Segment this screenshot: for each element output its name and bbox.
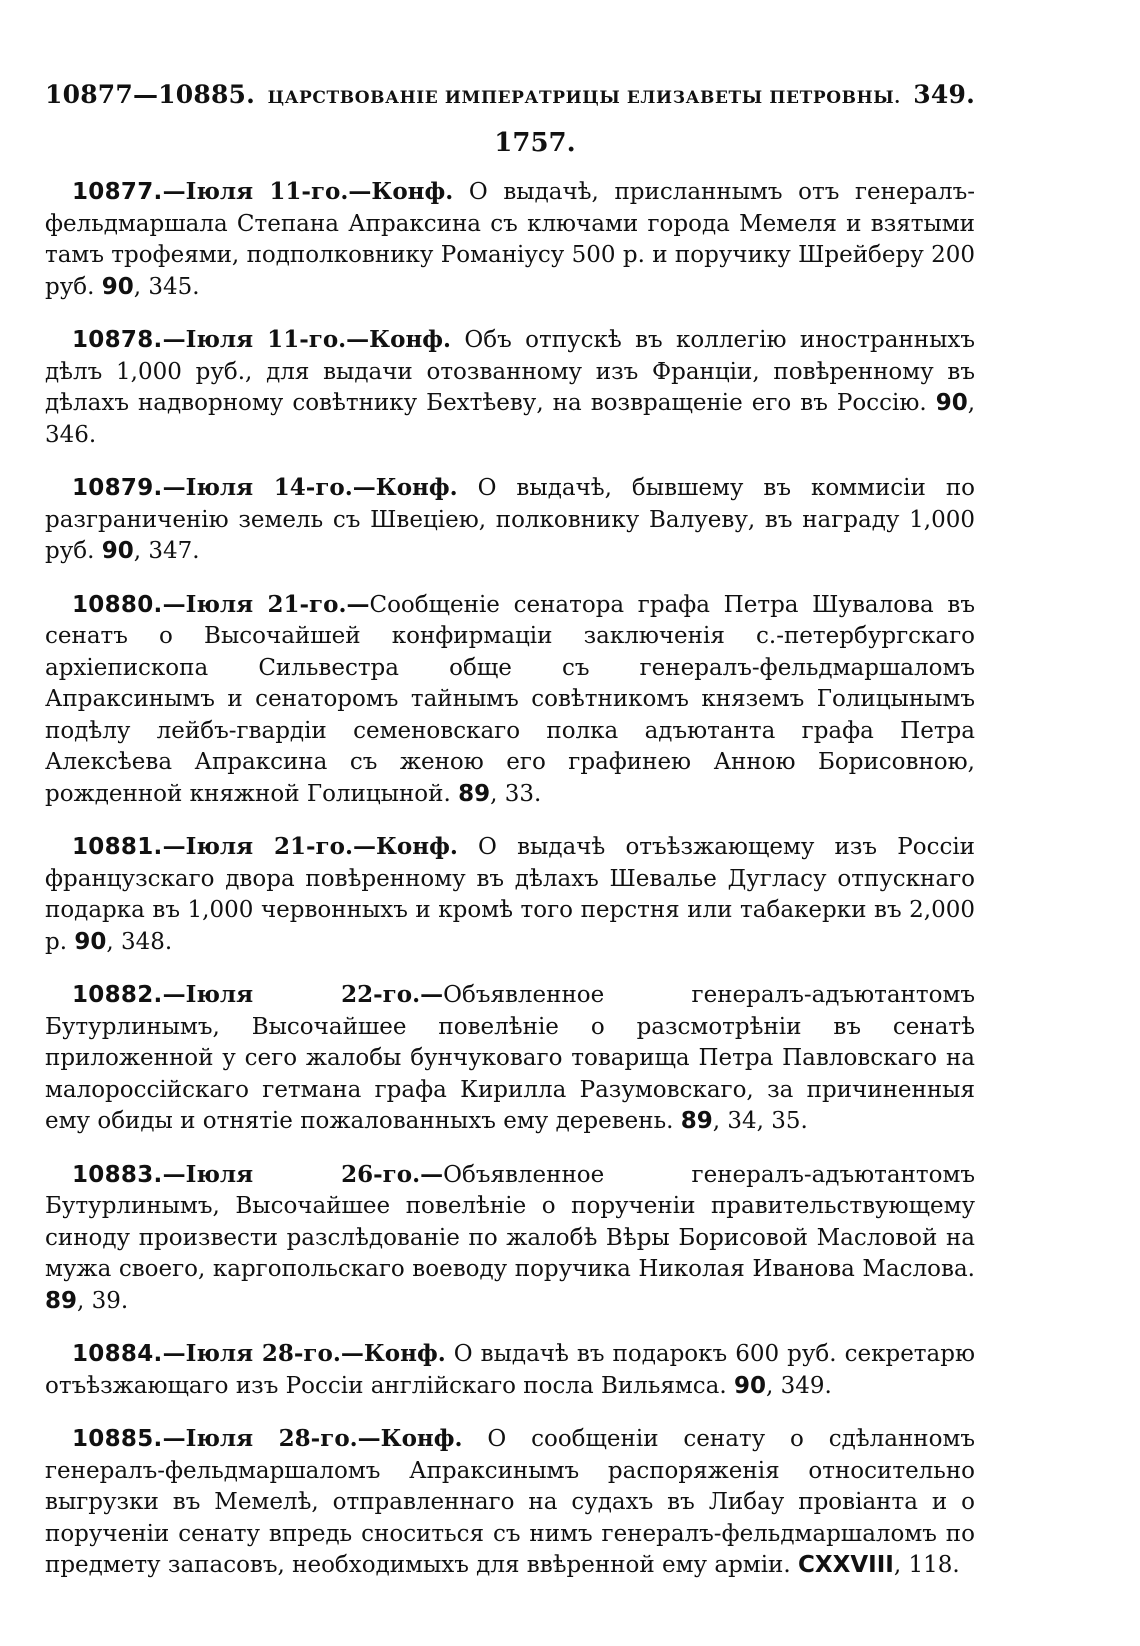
entry-date: —Іюля 28-го.—Конф. (162, 1425, 463, 1452)
entry-10885 (45, 1423, 975, 1582)
entry-date: —Іюля 21-го.— (162, 590, 370, 618)
entry-number: 10881. (72, 834, 163, 860)
entry-text: Объ отпускѣ въ коллегію иностранныхъ дѣлъ 1,000 руб., для выдачи отозванному изъ Франціи, повѣренному въ дѣлахъ надворному совѣтнику Бехтѣеву, на возвращеніе его въ Россію. (45, 327, 976, 416)
entry-pages: , 39. (77, 1287, 129, 1314)
entry-volume: 90 (101, 538, 134, 564)
entry-date: —Іюля 22-го.— (162, 981, 444, 1008)
entry-pages: , 33. (490, 780, 542, 807)
entry-10877 (45, 176, 975, 303)
entry-date: —Іюля 28-го.—Конф. (162, 1340, 446, 1367)
document-page (45, 80, 975, 1603)
entry-number: 10882. (72, 982, 163, 1008)
entry-volume: CXXVIII (798, 1552, 894, 1578)
entry-10880 (45, 589, 975, 811)
entry-text: О выдачѣ въ подарокъ 600 руб. секретарю отъѣзжающаго изъ Россіи англійскаго посла Вильямса. (45, 1341, 975, 1399)
entry-volume: 89 (458, 780, 491, 807)
entry-number: 10884. (72, 1341, 163, 1367)
entry-text: О выдачѣ, присланнымъ отъ генералъ-фельдмаршала Степана Апраксина съ ключами города Мемеля и взятыми тамъ трофеями, подполковнику Романіусу 500 р. и поручику Шрейберу 200 руб. (45, 179, 976, 300)
entry-number: 10880. (72, 591, 163, 618)
entry-pages: , 34, 35. (712, 1108, 808, 1134)
entry-number: 10878. (72, 327, 163, 353)
entry-10879 (45, 472, 975, 568)
entry-date: —Іюля 26-го.— (162, 1160, 444, 1188)
entry-pages: , 347. (133, 538, 200, 564)
entry-text: Сообщеніе сенатора графа Петра Шувалова въ сенатъ о Высочайшей конфирмаціи заключенія с.-петербургскаго архіепископа Сильвестра обще съ генералъ-фельдмаршаломъ Апраксинымъ и сенаторомъ тайнымъ совѣтникомъ княземъ Голицынымъ подѣлу лейбъ-гвардіи семеновскаго полка адъютанта графа Петра Алексѣева Апраксина съ женою его графинею Анною Борисовною, рожденной княжной Голицыной. (45, 591, 975, 807)
year-heading: 1757. (494, 128, 576, 158)
entry-volume: 90 (74, 928, 107, 955)
page-number: 349. (913, 80, 975, 109)
entry-pages: , 348. (106, 928, 173, 955)
entry-text: Объявленное генералъ-адъютантомъ Бутурлинымъ, Высочайшее повелѣніе о порученіи правительствующему синоду произвести разслѣдованіе по жалобѣ Вѣры Борисовой Масловой на мужа своего, каргопольскаго воеводу поручика Николая Иванова Маслова. (45, 1161, 975, 1282)
entry-range: 10877—10885. (45, 80, 256, 109)
entry-text: О сообщеніи сенату о сдѣланномъ генералъ-фельдмаршаломъ Апраксинымъ распоряженія относительно выгрузки въ Мемелѣ, отправленнаго на судахъ въ Либау провіанта и о порученіи сенату впредь сноситься съ нимъ генералъ-фельдмаршаломъ по предмету запасовъ, необходимыхъ для ввѣренной ему арміи. (45, 1426, 975, 1578)
entry-date: —Іюля 11-го.—Конф. (162, 326, 452, 353)
entry-pages: , 118. (893, 1552, 960, 1578)
entry-10882 (45, 979, 975, 1138)
entries-list (45, 176, 975, 1582)
entry-pages: , 345. (133, 273, 200, 300)
entry-10884 (45, 1338, 975, 1402)
running-title: ЦАРСТВОВАНІЕ ИМПЕРАТРИЦЫ ЕЛИЗАВЕТЫ ПЕТРОВНЫ. (267, 88, 901, 108)
running-header (45, 80, 975, 113)
entry-text: О выдачѣ, бывшему въ коммисіи по разграниченію земель съ Швеціею, полковнику Валуеву, въ награду 1,000 руб. (45, 475, 976, 564)
entry-number: 10877. (72, 179, 163, 205)
entry-pages: , 349. (765, 1372, 832, 1399)
entry-volume: 90 (935, 390, 968, 416)
entry-volume: 90 (733, 1372, 766, 1399)
entry-volume: 89 (680, 1108, 713, 1134)
entry-number: 10885. (72, 1426, 163, 1452)
entry-number: 10879. (72, 475, 163, 501)
entry-volume: 89 (45, 1287, 78, 1314)
entry-10883 (45, 1159, 975, 1318)
entry-10881 (45, 831, 975, 958)
entry-date: —Іюля 14-го.—Конф. (162, 474, 458, 501)
entry-text: Объявленное генералъ-адъютантомъ Бутурлинымъ, Высочайшее повелѣніе о разсмотрѣніи въ сенатѣ приложенной у сего жалобы бунчуковаго товарища Петра Павловскаго на малороссійскаго гетмана графа Кирилла Разумовскаго, за причиненныя ему обиды и отнятіе пожалованныхъ ему деревень. (45, 982, 975, 1134)
entry-date: —Іюля 11-го.—Конф. (162, 178, 454, 205)
entry-text: О выдачѣ отъѣзжающему изъ Россіи французскаго двора повѣренному въ дѣлахъ Шевалье Дугласу отпускнаго подарка въ 1,000 червонныхъ и кромѣ того перстня или табакерки въ 2,000 р. (45, 834, 976, 955)
entry-10878 (45, 324, 975, 451)
entry-number: 10883. (72, 1161, 163, 1188)
entry-volume: 90 (101, 273, 134, 300)
entry-pages: , 346. (45, 390, 976, 448)
entry-date: —Іюля 21-го.—Конф. (162, 833, 458, 860)
